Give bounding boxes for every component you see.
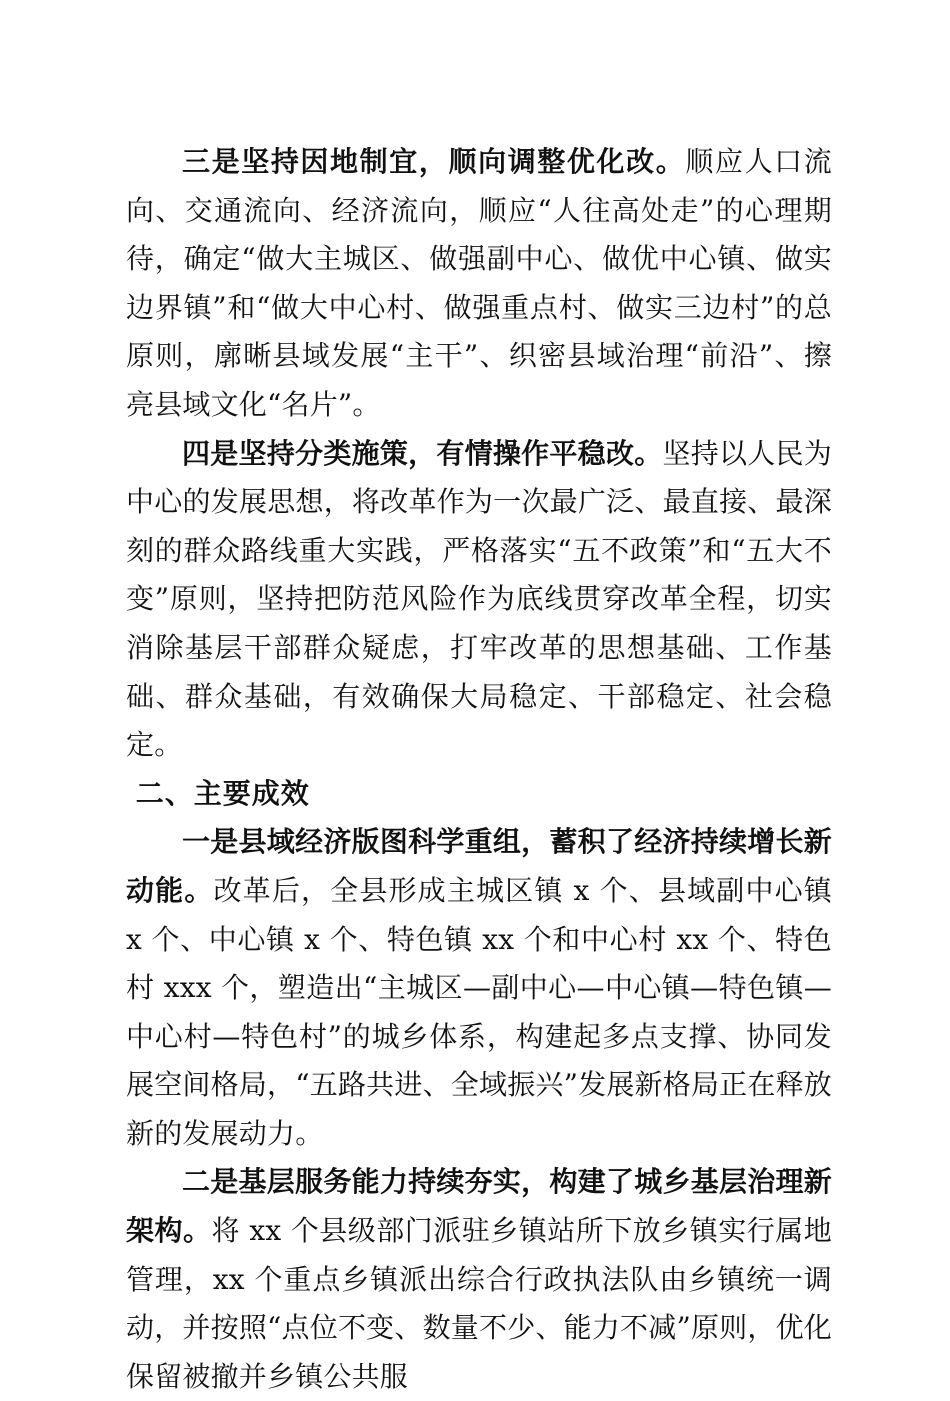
paragraph-3-lead: 三是坚持因地制宜，顺向调整优化改。 [182, 145, 686, 178]
section-paragraph-2-lead: 二是基层服务能力持续夯实，构建了城乡基层治理新架构。 [126, 1165, 832, 1248]
section-paragraph-2 [126, 1158, 832, 1401]
paragraph-3-body: 顺应人口流向、交通流向、经济流向，顺应“人往高处走”的心理期待，确定“做大主城区、做强副中心、做优中心镇、做实边界镇”和“做大中心村、做强重点村、做实三边村”的总原则，廓晰县域发展“主干”、织密县域治理“前沿”、擦亮县域文化“名片”。 [126, 145, 832, 421]
section-heading: 二、主要成效 [135, 776, 310, 810]
section-paragraph-1-body: 改革后，全县形成主城区镇 x 个、县域副中心镇 x 个、中心镇 x 个、特色镇 xx 个和中心村 xx 个、特色村 xxx 个，塑造出“主城区—副中心—中心镇—特色镇—中心村—特色村”的城乡体系，构建起多点支撑、协同发展空间格局，“五路共进、全域振兴”发展新格局正在释放新的发展动力。 [126, 873, 832, 1150]
document-body [126, 138, 832, 1401]
paragraph-4 [126, 430, 832, 770]
paragraph-3 [126, 138, 832, 430]
section-paragraph-2-body: 将 xx 个县级部门派驻乡镇站所下放乡镇实行属地管理，xx 个重点乡镇派出综合行政执法队由乡镇统一调动，并按照“点位不变、数量不少、能力不减”原则，优化保留被撤并乡镇公共服 [126, 1214, 833, 1393]
section-paragraph-1-lead: 一是县域经济版图科学重组，蓄积了经济持续增长新动能。 [126, 825, 832, 907]
paragraph-4-lead: 四是坚持分类施策，有情操作平稳改。 [182, 436, 663, 470]
section-paragraph-1 [126, 818, 832, 1158]
paragraph-4-body: 坚持以人民为中心的发展思想，将改革作为一次最广泛、最直接、最深刻的群众路线重大实践，严格落实“五不政策”和“五大不变”原则，坚持把防范风险作为底线贯穿改革全程，切实消除基层干部群众疑虑，打牢改革的思想基础、工作基础、群众基础，有效确保大局稳定、干部稳定、社会稳定。 [126, 436, 833, 762]
